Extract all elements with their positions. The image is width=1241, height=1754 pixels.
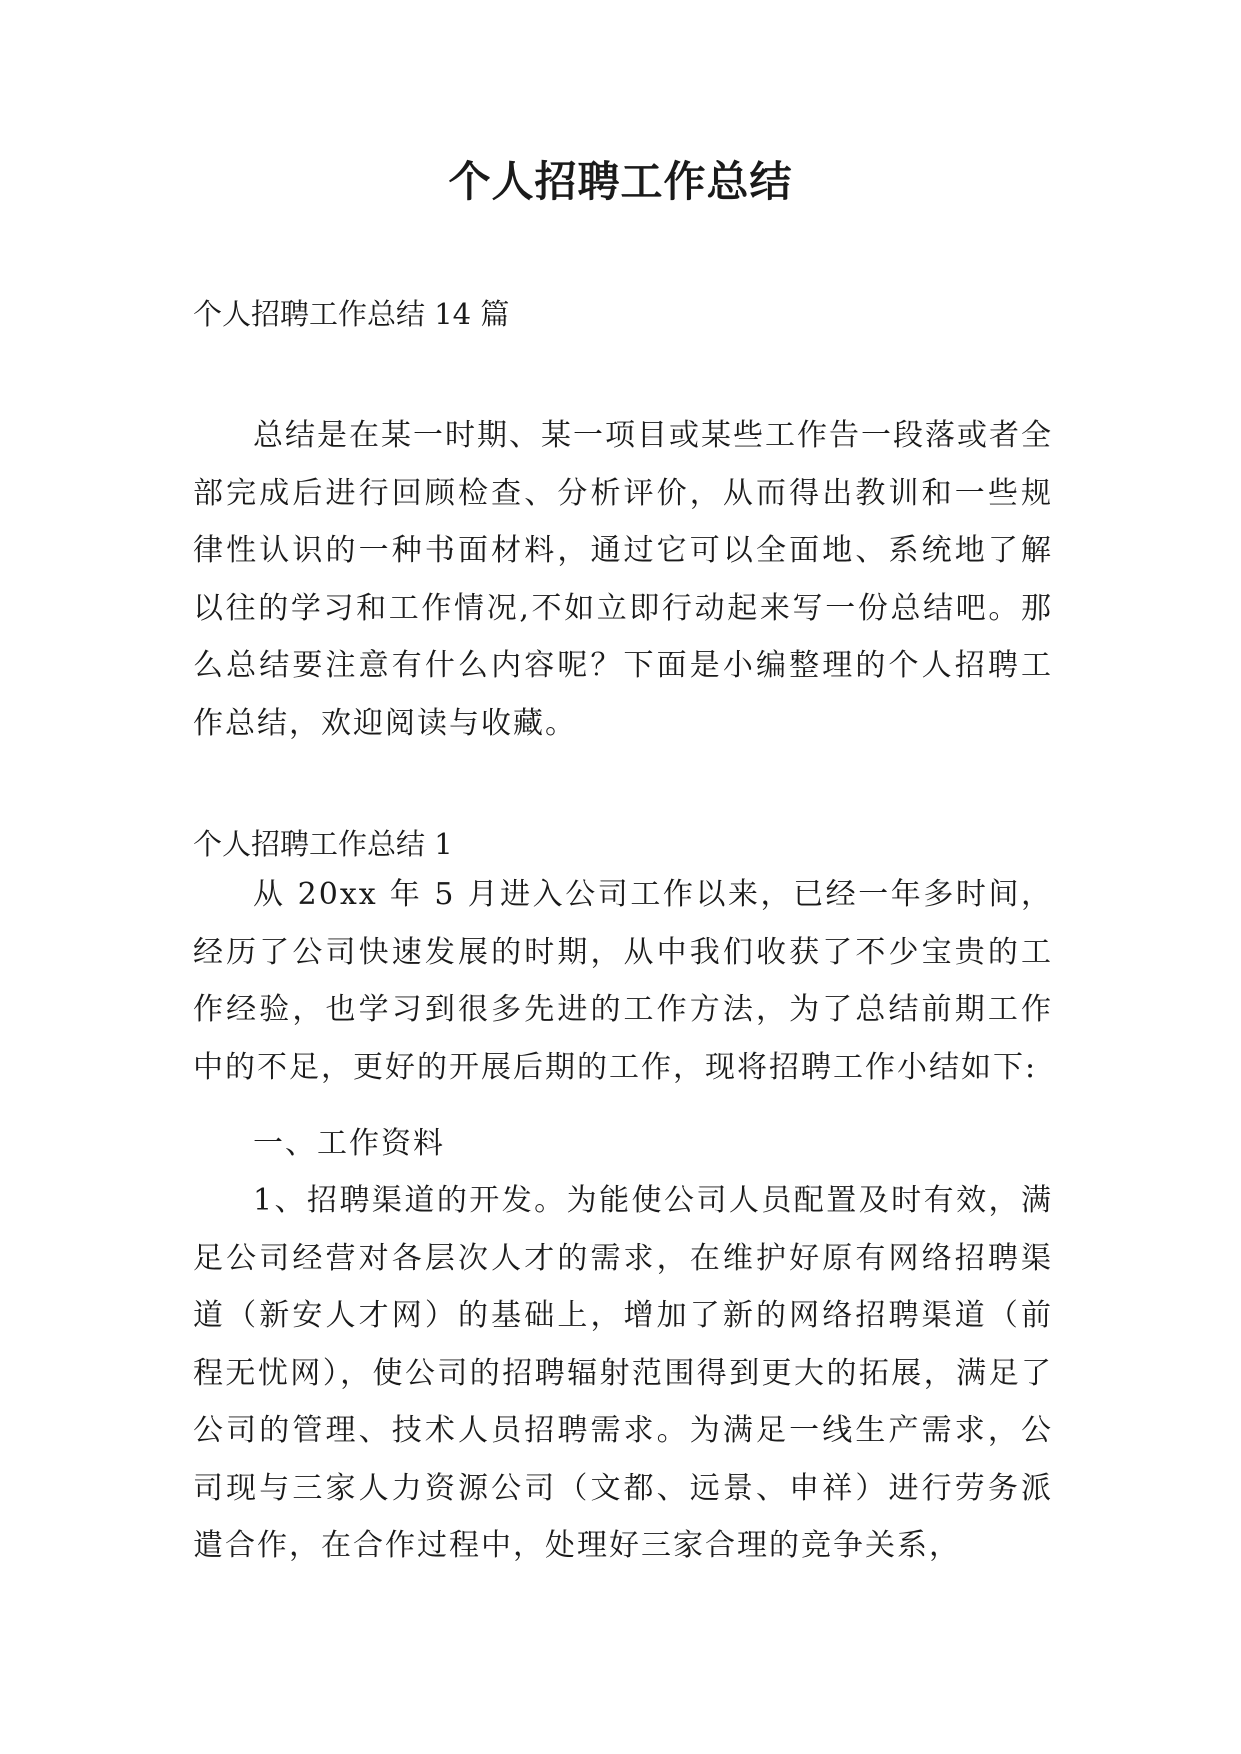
document-title: 个人招聘工作总结 — [448, 157, 793, 206]
item-paragraph: 1、招聘渠道的开发。为能使公司人员配置及时有效，满足公司经营对各层次人才的需求，在维护好原有网络招聘渠道（新安人才网）的基础上，增加了新的网络招聘渠道（前程无忧网），使公司的招聘辐射范围得到更大的拓展，满足了公司的管理、技术人员招聘需求。为满足一线生产需求，公司现与三家人力资源公司（文都、远景、申祥）进行劳务派遣合作，在合作过程中，处理好三家合理的竞争关系， — [193, 1183, 1053, 1563]
intro-paragraph: 总结是在某一时期、某一项目或某些工作告一段落或者全部完成后进行回顾检查、分析评价，从而得出教训和一些规律性认识的一种书面材料，通过它可以全面地、系统地了解以往的学习和工作情况,不如立即行动起来写一份总结吧。那么总结要注意有什么内容呢？下面是小编整理的个人招聘工作总结，欢迎阅读与收藏。 — [193, 418, 1053, 741]
section-heading: 个人招聘工作总结 1 — [193, 827, 453, 861]
document-subtitle: 个人招聘工作总结 14 篇 — [193, 297, 510, 331]
section-body-paragraph: 从 20xx 年 5 月进入公司工作以来，已经一年多时间，经历了公司快速发展的时期，从中我们收获了不少宝贵的工作经验，也学习到很多先进的工作方法，为了总结前期工作中的不足，更好的开展后期的工作，现将招聘工作小结如下: — [193, 877, 1053, 1085]
item-heading: 一、工作资料 — [253, 1126, 445, 1161]
